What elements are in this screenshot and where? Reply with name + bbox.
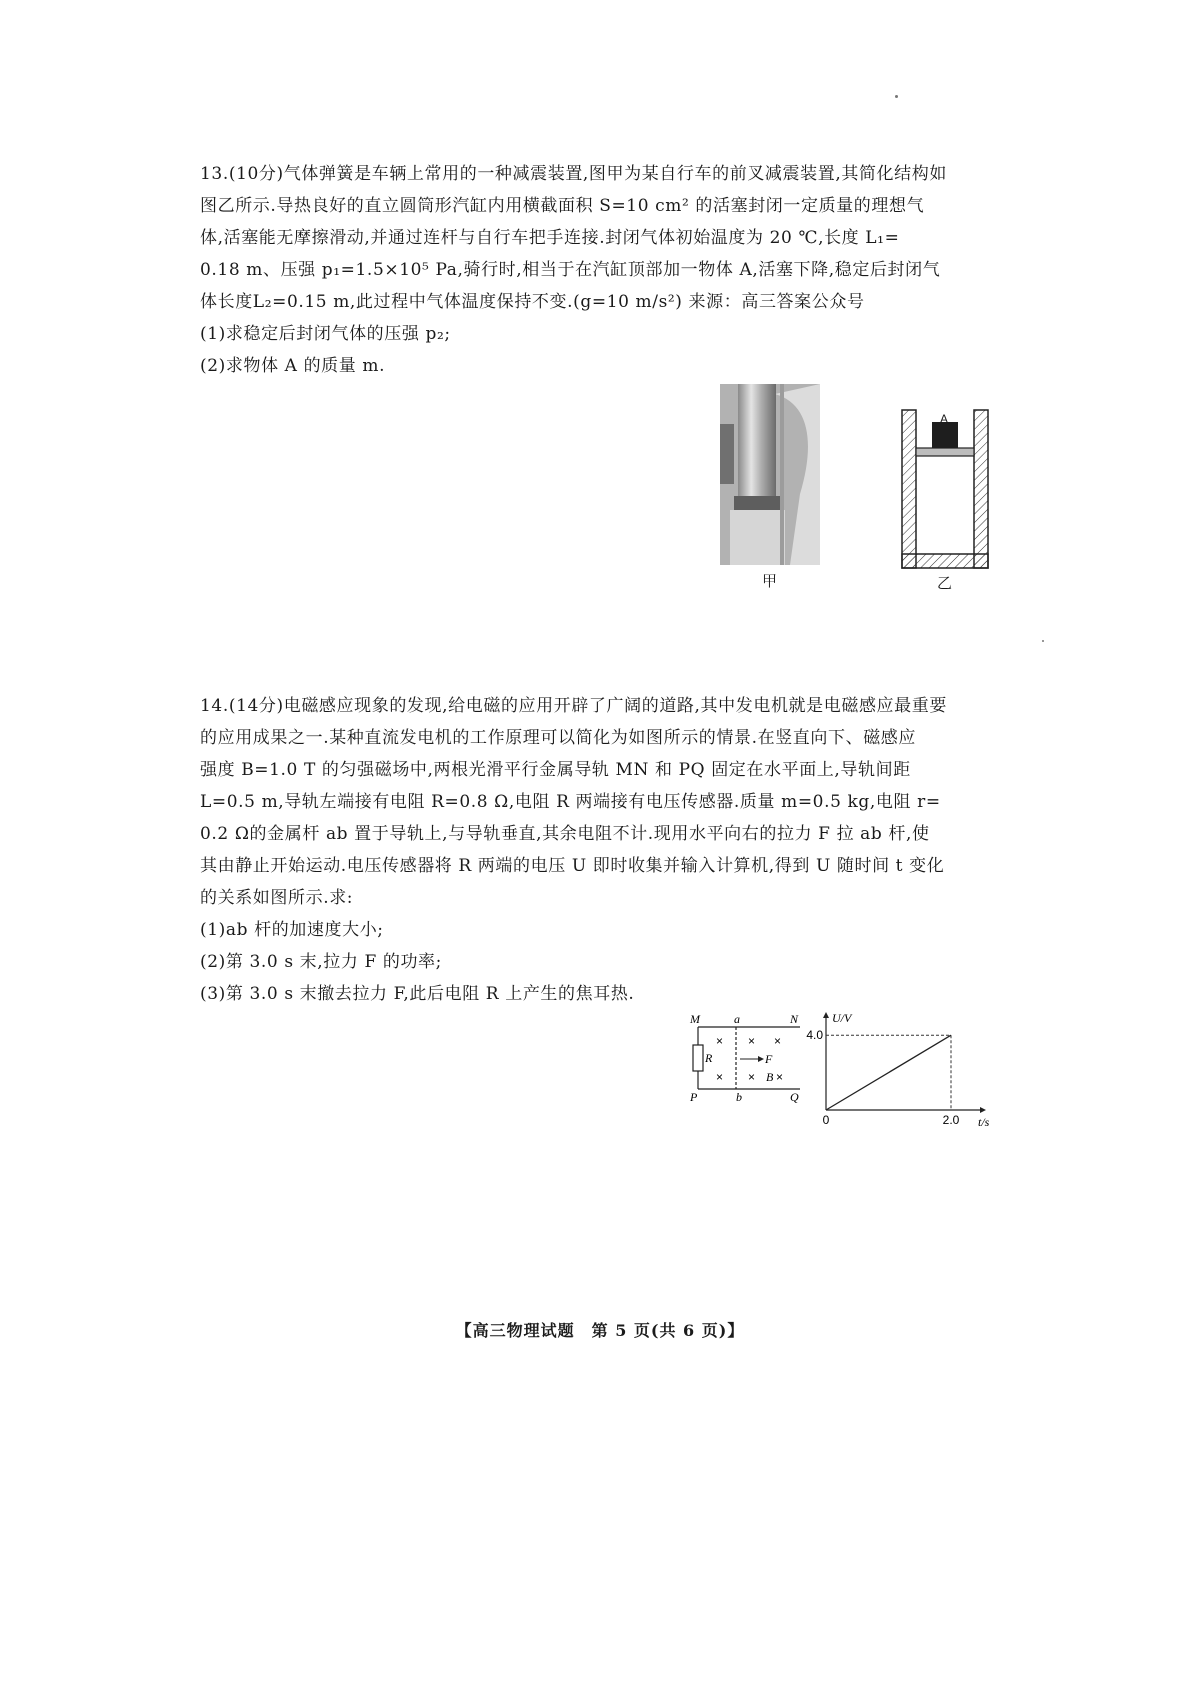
label-F: F [765, 1052, 773, 1066]
y-axis-arrow [823, 1012, 829, 1018]
problem-14-line4: L=0.5 m,导轨左端接有电阻 R=0.8 Ω,电阻 R 两端接有电压传感器.质量 m=0.5 kg,电阻 r= [200, 792, 941, 812]
cylinder-right-wall [974, 410, 988, 568]
problem-13-line2: 图乙所示.导热良好的直立圆筒形汽缸内用横截面积 S=10 cm² 的活塞封闭一定质量的理想气 [200, 196, 925, 216]
figure-caption-jia: 甲 [762, 572, 778, 590]
problem-14-line5: 0.2 Ω的金属杆 ab 置于导轨上,与导轨垂直,其余电阻不计.现用水平向右的拉力 F 拉 ab 杆,使 [200, 824, 930, 844]
piston [916, 448, 974, 456]
problem-14-header: 14.(14分) [200, 696, 284, 716]
problem-13-question-1: (1)求稳定后封闭气体的压强 p₂; [200, 324, 451, 344]
field-cross: × [716, 1034, 724, 1048]
problem-13-line1 [200, 158, 1000, 190]
cylinder-left-wall [902, 410, 916, 568]
label-Q: Q [790, 1090, 799, 1104]
cylinder-diagram [900, 410, 990, 570]
problem-14-line3: 强度 B=1.0 T 的匀强磁场中,两根光滑平行金属导轨 MN 和 PQ 固定在水平面上,导轨间距 [200, 760, 911, 780]
bike-fork-photo [720, 384, 820, 565]
label-P: P [690, 1090, 698, 1104]
problem-13-line4: 0.18 m、压强 p₁=1.5×10⁵ Pa,骑行时,相当于在汽缸顶部加一物体 A,活塞下降,稳定后封闭气 [200, 260, 941, 280]
scan-speck [895, 95, 898, 98]
x-axis-label: t/s [978, 1115, 990, 1129]
problem-14-line2: 的应用成果之一.某种直流发电机的工作原理可以简化为如图所示的情景.在竖直向下、磁感应 [200, 728, 917, 748]
problem-13-text-1: 气体弹簧是车辆上常用的一种减震装置,图甲为某自行车的前叉减震装置,其简化结构如 [283, 164, 947, 184]
scan-speck [1042, 640, 1044, 642]
field-cross: × [748, 1034, 756, 1048]
problem-13-line5: 体长度L₂=0.15 m,此过程中气体温度保持不变.(g=10 m/s²) 来源：高三答案公众号 [200, 292, 865, 312]
problem-13 [200, 158, 1000, 382]
problem-14-line1 [200, 690, 1000, 722]
problem-14-question-3: (3)第 3.0 s 末撤去拉力 F,此后电阻 R 上产生的焦耳热. [200, 984, 635, 1004]
x-tick-label: 2.0 [942, 1113, 960, 1127]
problem-13-header: 13.(10分) [200, 164, 284, 184]
problem-14-question-1: (1)ab 杆的加速度大小; [200, 920, 384, 940]
series-line [826, 1035, 951, 1110]
problem-13-question-2: (2)求物体 A 的质量 m. [200, 356, 386, 376]
problem-13-line3: 体,活塞能无摩擦滑动,并通过连杆与自行车把手连接.封闭气体初始温度为 20 ℃,长度 L₁= [200, 228, 900, 248]
problem-14-question-2: (2)第 3.0 s 末,拉力 F 的功率; [200, 952, 442, 972]
problem-14-line7: 的关系如图所示.求: [200, 888, 354, 908]
label-R: R [705, 1051, 713, 1065]
y-tick-label: 4.0 [806, 1028, 823, 1043]
page-footer: 【高三物理试题 第 5 页(共 6 页)】 [455, 1321, 745, 1340]
problem-14 [200, 690, 1000, 1010]
label-N: N [790, 1012, 799, 1026]
rail-circuit-diagram [690, 1012, 810, 1105]
field-cross: × [716, 1070, 724, 1084]
problem-14-text-1: 电磁感应现象的发现,给电磁的应用开辟了广阔的道路,其中发电机就是电磁感应最重要 [283, 696, 947, 716]
photo-fork-seal [734, 496, 780, 510]
resistor-R [693, 1045, 703, 1071]
photo-fork-lower [730, 510, 785, 565]
y-axis-label: U/V [832, 1011, 852, 1025]
field-cross: × [748, 1070, 756, 1084]
photo-fork-tube [738, 384, 776, 504]
u-t-graph [806, 1010, 990, 1130]
x-axis-arrow [980, 1107, 986, 1113]
label-a: a [734, 1012, 740, 1026]
x-tick-label-origin: 0 [822, 1113, 830, 1127]
field-cross: × [774, 1034, 782, 1048]
block-A-label: A [940, 412, 949, 426]
label-B: B [766, 1070, 774, 1084]
cylinder-bottom [902, 554, 988, 568]
figure-caption-yi: 乙 [937, 574, 953, 592]
label-b: b [736, 1090, 742, 1104]
label-M: M [690, 1012, 700, 1026]
field-cross: × [776, 1070, 784, 1084]
problem-14-line6: 其由静止开始运动.电压传感器将 R 两端的电压 U 即时收集并输入计算机,得到 U 随时间 t 变化 [200, 856, 945, 876]
